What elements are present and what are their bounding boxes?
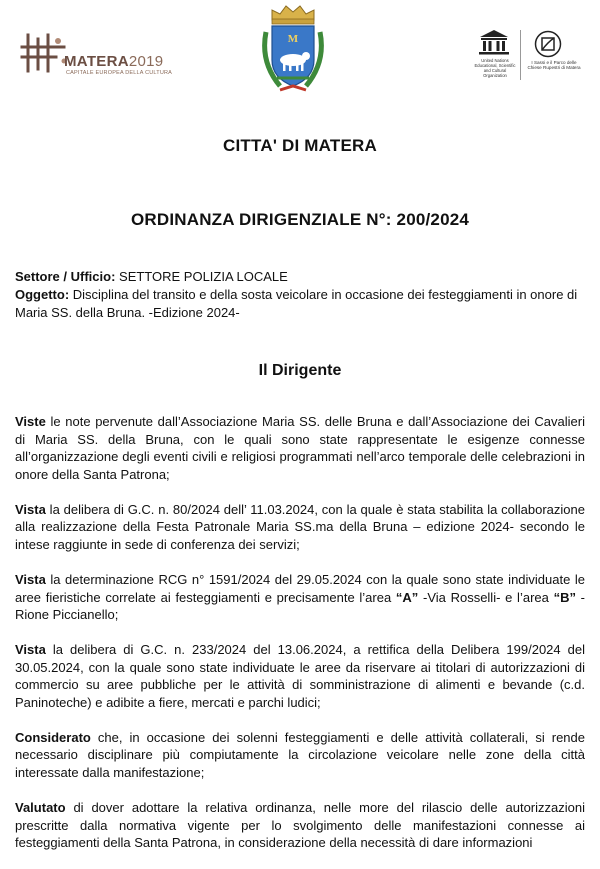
matera-2019-logo [20,33,173,83]
sector-label: Settore / Ufficio: [15,269,116,284]
paragraph-text: la determinazione RCG n° 1591/2024 del 29.05.2024 con la quale sono state individuate le aree fieristiche correlate ai festeggiamenti e precisamente l’area [15,571,585,605]
area-a-label: “A” [395,589,419,605]
world-heritage-emblem-icon [534,30,562,58]
subject-label: Oggetto: [15,287,70,302]
paragraph [15,729,585,782]
paragraph [15,501,585,554]
paragraph [15,413,585,483]
paragraph-keyword: Valutato [15,800,66,816]
paragraph [15,571,585,624]
ordinance-body [15,413,585,869]
paragraph-keyword: Viste [15,414,46,429]
paragraph-text: di dover adottare la relativa ordinanza, nelle more del rilascio delle autorizzazioni prescritte dalla normativa vigente per lo svolgimento delle manifestazioni connesse ai festeggiamenti della Santa Patrona, in considerazione della necessità di dare informazioni [15,800,585,851]
paragraph [15,799,585,852]
city-crest-icon [258,2,328,98]
paragraph-text: le note pervenute dall’Associazione Maria SS. delle Bruna e dall’Associazione dei Cavalieri di Maria SS. della Bruna, con le quali sono state rappresentate le esigenze connesse all’organizzazione degli eventi civili e religiosi programmati nell’arco temporale delle celebrazioni in onore della Santa Patrona; [15,414,585,482]
subject-line [15,286,585,322]
paragraph-text: -Via Rosselli- e l’area [418,589,554,605]
matera-subtitle: CAPITALE EUROPEA DELLA CULTURA [66,70,173,76]
paragraph [15,641,585,711]
paragraph-text: che, in occasione dei solenni festeggiamenti e delle attività collaterali, si rende necessario disciplinare più compiutamente la circolazione veicolare nelle zone della città interessate dalla manifestazione; [15,729,585,781]
paragraph-text: la delibera di G.C. n. 233/2024 del 13.06.2024, a rettifica della Delibera 199/2024 del 30.05.2024, con la quale sono state individuate le aree da riservare ai titolari di autorizzazioni di commercio su aree pubbliche per le attività di somministrazione di alimenti e bevande (c.d. Paninoteche) e adibite a fiere, mercati e parchi ludici; [15,642,585,710]
city-title: CITTA' DI MATERA [223,136,377,155]
unesco-org-text: United Nations Educational, Scientific and Cultural Organization [474,58,516,78]
matera-wordmark: MATERA2019 [64,53,164,70]
paragraph-keyword: Considerato [15,729,91,745]
paragraph-keyword: Vista [15,571,46,587]
subject-value: Disciplina del transito e della sosta veicolare in occasione dei festeggiamenti in onore di Maria SS. della Bruna. -Edizione 2024- [15,287,578,320]
ordinance-title: ORDINANZA DIRIGENZIALE N°: 200/2024 [130,210,470,229]
area-b-label: “B” [553,589,576,605]
unesco-temple-icon [476,28,512,56]
page-header [0,0,600,100]
unesco-site-text: I Sassi e il Parco delle Chiese Rupestri di Matera [527,60,581,71]
sector-line [15,268,585,286]
sector-value: SETTORE POLIZIA LOCALE [115,269,288,284]
paragraph-text: la delibera di G.C. n. 80/2024 dell’ 11.03.2024, con la quale è stata stabilita la collaborazione alla realizzazione della Festa Patronale Maria SS.ma della Bruna – edizione 2024- secondo le intese raggiunte in sede di conferenza dei servizi; [15,501,585,552]
paragraph-keyword: Vista [15,642,46,658]
paragraph-keyword: Vista [15,501,46,517]
section-heading: Il Dirigente [258,362,342,379]
paragraph-text: -Rione Piccianello; [15,589,585,623]
logo-divider [520,30,521,80]
unesco-logo [472,28,592,88]
svg-text:M: M [287,33,299,45]
ordinance-meta [15,268,585,322]
